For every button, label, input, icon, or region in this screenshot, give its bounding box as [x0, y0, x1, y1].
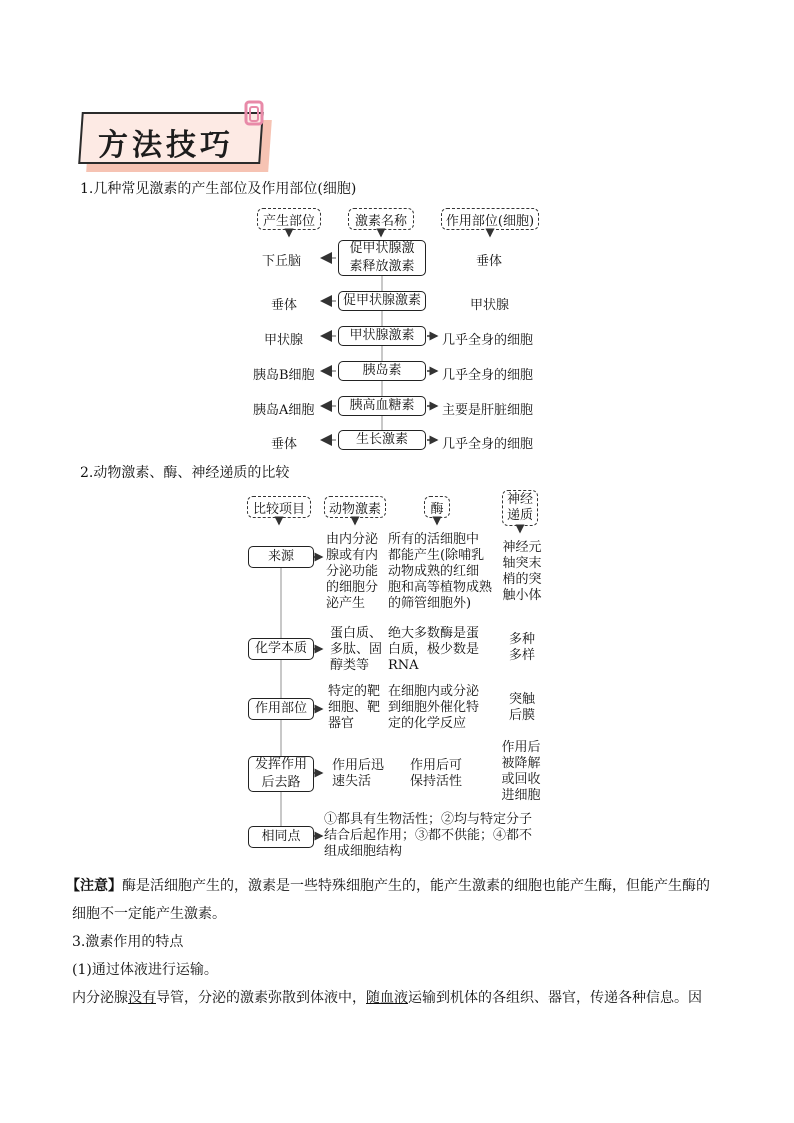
site-enzyme-l1: 在细胞内或分泌 — [388, 684, 480, 699]
section2-heading: 2.动物激素、酶、神经递质的比较 — [80, 465, 290, 481]
after-enzyme-l1: 作用后可 — [410, 758, 463, 773]
after-neuro-l3: 或回收 — [501, 772, 541, 787]
header-neuro-line2: 递质 — [506, 508, 533, 523]
label-after-action-l2: 后去路 — [261, 775, 301, 790]
header-animal-hormone: 动物激素 — [324, 496, 386, 518]
chemical-enzyme — [388, 626, 498, 674]
para-underline-1: 没有 — [128, 990, 156, 1006]
site-neuro-l2: 后膜 — [508, 708, 535, 723]
after-neuro-l4: 进细胞 — [501, 788, 541, 803]
similarities-l1: ①都具有生物活性；②均与特定分子 — [324, 812, 533, 827]
source-enzyme — [388, 532, 498, 612]
site-enzyme-l2: 到细胞外催化特 — [388, 700, 480, 715]
row1-origin: 下丘脑 — [262, 254, 302, 269]
header-compare-item: 比较项目 — [247, 496, 311, 518]
label-chemical-nature: 化学本质 — [248, 638, 314, 660]
after-hormone-l1: 作用后迅 — [332, 758, 385, 773]
chemical-enzyme-l1: 绝大多数酶是蛋 — [388, 626, 480, 641]
source-neuro-l1: 神经元 — [502, 540, 542, 555]
header-origin: 产生部位 — [257, 208, 321, 230]
chemical-neuro-l2: 多样 — [508, 648, 535, 663]
row3-hormone-box: 甲状腺激素 — [338, 326, 426, 346]
section3-heading: 3.激素作用的特点 — [72, 934, 184, 950]
site-hormone-l2: 细胞、靶 — [328, 700, 381, 715]
note-label: 【注意】 — [66, 878, 122, 894]
similarities-text — [324, 812, 550, 860]
source-hormone-l5: 泌产生 — [326, 596, 366, 611]
site-enzyme — [388, 684, 498, 732]
source-neuro-l4: 触小体 — [502, 588, 542, 603]
source-enzyme-l2: 都能产生(除哺乳 — [388, 548, 485, 563]
row1-target: 垂体 — [476, 254, 503, 269]
after-enzyme — [410, 758, 480, 790]
source-hormone-l1: 由内分泌 — [326, 532, 379, 547]
section3-paragraph — [72, 984, 732, 1012]
label-after-action — [248, 756, 314, 792]
source-neuro-l2: 轴突末 — [502, 556, 542, 571]
chemical-enzyme-l2: 白质，极少数是 — [388, 642, 480, 657]
header-enzyme: 酶 — [424, 496, 450, 518]
row3-origin: 甲状腺 — [264, 333, 304, 348]
row2-hormone-box: 促甲状腺激素 — [338, 291, 426, 311]
row1-hormone-line2: 素释放激素 — [349, 259, 415, 274]
row5-origin: 胰岛A细胞 — [253, 403, 315, 418]
source-enzyme-l1: 所有的活细胞中 — [388, 532, 480, 547]
source-hormone — [326, 532, 386, 612]
label-after-action-l1: 发挥作用 — [254, 757, 307, 772]
header-neuro-line1: 神经 — [506, 492, 533, 507]
row6-origin: 垂体 — [271, 437, 298, 452]
site-neuro — [502, 692, 542, 724]
source-neuro — [500, 540, 544, 604]
source-enzyme-l3: 动物成熟的红细 — [388, 564, 480, 579]
header-target: 作用部位(细胞) — [441, 208, 539, 230]
after-neuro — [498, 740, 544, 804]
para-part3: 运输到机体的各组织、器官，传递各种信息。因 — [408, 990, 702, 1006]
chemical-hormone — [330, 626, 388, 674]
row4-target: 几乎全身的细胞 — [442, 368, 534, 383]
note-line2: 细胞不一定能产生激素。 — [72, 906, 226, 922]
row6-hormone-box: 生长激素 — [338, 430, 426, 450]
site-hormone-l3: 器官 — [328, 716, 355, 731]
after-neuro-l1: 作用后 — [501, 740, 541, 755]
site-neuro-l1: 突触 — [508, 692, 535, 707]
row1-hormone-line1: 促甲状腺激 — [349, 241, 415, 256]
para-part2: 导管，分泌的激素弥散到体液中， — [156, 990, 366, 1006]
label-source: 来源 — [248, 546, 314, 568]
similarities-l3: 组成细胞结构 — [324, 844, 403, 859]
row2-target: 甲状腺 — [470, 298, 510, 313]
row4-origin: 胰岛B细胞 — [253, 368, 315, 383]
after-hormone-l2: 速失活 — [332, 774, 372, 789]
source-neuro-l3: 梢的突 — [502, 572, 542, 587]
chemical-neuro-l1: 多种 — [508, 632, 535, 647]
source-hormone-l2: 腺或有内 — [326, 548, 379, 563]
row4-hormone-box: 胰岛素 — [338, 361, 426, 381]
source-hormone-l4: 的细胞分 — [326, 580, 379, 595]
row6-target: 几乎全身的细胞 — [442, 437, 534, 452]
label-similarities: 相同点 — [248, 826, 314, 848]
chemical-hormone-l3: 醇类等 — [330, 658, 370, 673]
banner-title: 方法技巧 — [98, 128, 234, 163]
after-hormone — [332, 758, 392, 790]
site-hormone-l1: 特定的靶 — [328, 684, 381, 699]
header-hormone-name: 激素名称 — [348, 208, 414, 230]
section1-heading: 1.几种常见激素的产生部位及作用部位(细胞) — [80, 181, 357, 197]
row3-target: 几乎全身的细胞 — [442, 333, 534, 348]
after-neuro-l2: 被降解 — [501, 756, 541, 771]
source-enzyme-l5: 的筛管细胞外) — [388, 596, 472, 611]
similarities-l2: 结合后起作用；③都不供能；④都不 — [324, 828, 533, 843]
row5-hormone-box: 胰高血糖素 — [338, 396, 426, 416]
source-hormone-l3: 分泌功能 — [326, 564, 379, 579]
para-underline-2: 随血液 — [366, 990, 408, 1006]
section3-sub1: (1)通过体液进行运输。 — [72, 962, 218, 978]
para-part1: 内分泌腺 — [72, 990, 128, 1006]
site-enzyme-l3: 定的化学反应 — [388, 716, 467, 731]
note-text1: 酶是活细胞产生的，激素是一些特殊细胞产生的，能产生激素的细胞也能产生酶，但能产生酶的 — [122, 878, 710, 894]
chemical-enzyme-l3: RNA — [388, 658, 419, 673]
chemical-neuro — [502, 632, 542, 664]
chemical-hormone-l2: 多肽、固 — [330, 642, 383, 657]
label-action-site: 作用部位 — [248, 698, 314, 720]
after-enzyme-l2: 保持活性 — [410, 774, 463, 789]
chemical-hormone-l1: 蛋白质、 — [330, 626, 383, 641]
site-hormone — [328, 684, 386, 732]
source-enzyme-l4: 胞和高等植物成熟 — [388, 580, 493, 595]
row2-origin: 垂体 — [271, 298, 298, 313]
row5-target: 主要是肝脏细胞 — [442, 403, 534, 418]
note-line1 — [66, 872, 736, 900]
